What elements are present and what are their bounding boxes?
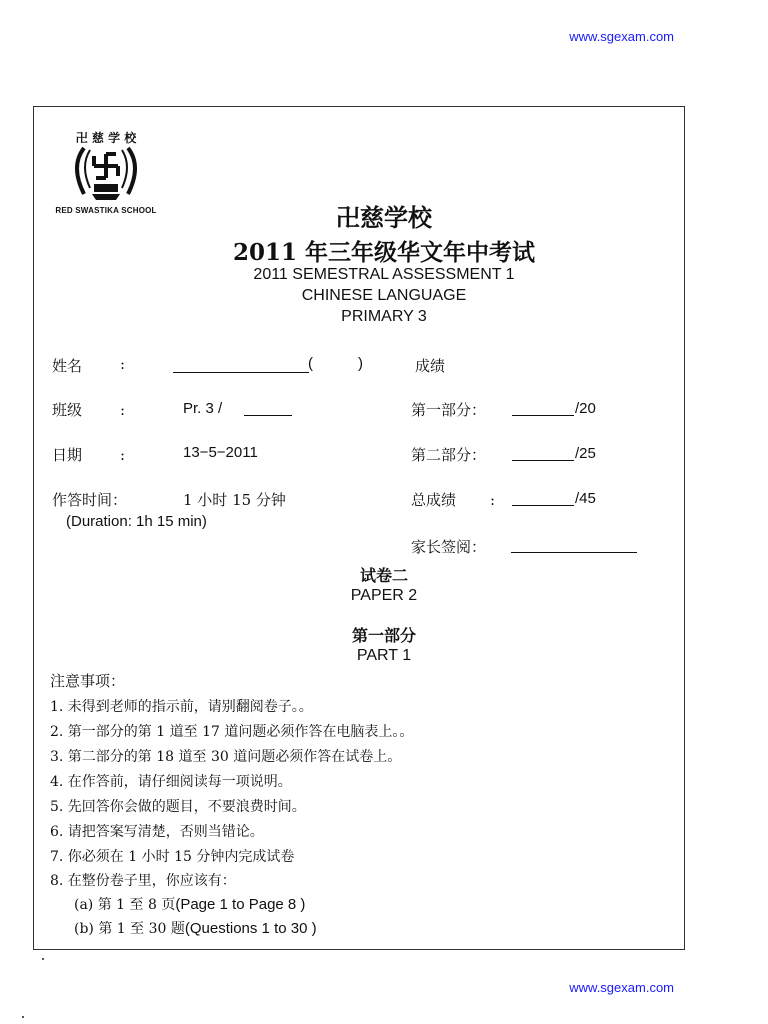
total-score-label: 总成绩 <box>411 491 457 509</box>
part2-score-total: /25 <box>575 445 596 462</box>
part1-score-blank[interactable] <box>512 415 574 416</box>
instruction-item: 4. 在作答前，请仔细阅读每一项说明。 <box>50 774 292 790</box>
sub-item-b-en: (Questions 1 to 30 ) <box>184 920 317 937</box>
part-title-zh: 第一部分 <box>351 626 416 645</box>
parent-sign-label: 家长签阅： <box>411 538 487 556</box>
time-label: 作答时间： <box>52 491 128 509</box>
instruction-item: 1. 未得到老师的指示前，请别翻阅卷子。。 <box>50 699 313 715</box>
score-label: 成绩 <box>415 357 446 375</box>
instruction-item: 5. 先回答你会做的题目，不要浪费时间。 <box>50 799 306 815</box>
exam-title-zh: 2011 年三年级华文年中考试 <box>232 239 536 266</box>
duration-en: (Duration: 1h 15 min) <box>66 513 207 530</box>
sub-item-b-zh: (b) 第 1 至 30 题 <box>74 921 185 937</box>
sub-item-b <box>74 918 317 938</box>
class-blank[interactable] <box>244 415 292 416</box>
name-label: 姓名 <box>52 357 83 375</box>
total-score-colon: : <box>490 491 496 509</box>
instruction-item: 6. 请把答案写清楚，否则当错论。 <box>50 824 264 840</box>
name-paren-open: ( <box>308 355 313 372</box>
paper-title-zh: 试卷二 <box>359 566 408 585</box>
part1-score-label: 第一部分： <box>411 401 487 419</box>
name-blank[interactable] <box>173 372 309 373</box>
paper-title-en: PAPER 2 <box>350 587 418 604</box>
instruction-item: 8. 在整份卷子里，你应该有： <box>50 873 236 889</box>
sub-item-a <box>74 894 305 914</box>
part2-score-blank[interactable] <box>512 460 574 461</box>
instruction-item: 7. 你必须在 1 小时 15 分钟内完成试卷 <box>50 849 295 865</box>
scan-speck <box>22 1016 24 1018</box>
name-paren-close: ) <box>358 355 363 372</box>
name-colon: : <box>120 355 126 373</box>
time-value: 1 小时 15 分钟 <box>183 491 286 509</box>
instructions-heading: 注意事项： <box>50 672 126 690</box>
scan-speck <box>42 958 44 960</box>
part2-score-label: 第二部分： <box>411 446 487 464</box>
date-label: 日期 <box>52 446 83 464</box>
part1-score-total: /20 <box>575 400 596 417</box>
date-value: 13−5−2011 <box>183 444 258 461</box>
sub-item-a-zh: (a) 第 1 至 8 页 <box>74 897 176 913</box>
svg-text:卍 慈 学 校: 卍 慈 学 校 <box>75 131 137 145</box>
total-score-blank[interactable] <box>512 505 574 506</box>
sgexam-link-top[interactable]: www.sgexam.com <box>569 29 674 44</box>
instruction-item: 3. 第二部分的第 18 道至 30 道问题必须作答在试卷上。 <box>50 749 402 765</box>
exam-title-en-line3: PRIMARY 3 <box>341 308 427 325</box>
class-colon: : <box>120 401 126 419</box>
school-crest-icon <box>36 126 176 206</box>
part-title-en: PART 1 <box>356 647 412 664</box>
class-value: Pr. 3 / <box>183 400 223 417</box>
logo-caption: RED SWASTIKA SCHOOL <box>55 206 157 215</box>
exam-title-en-line1: 2011 SEMESTRAL ASSESSMENT 1 <box>253 266 515 283</box>
parent-sign-blank[interactable] <box>511 552 637 553</box>
total-score-total: /45 <box>575 490 596 507</box>
instruction-item: 2. 第一部分的第 1 道至 17 道问题必须作答在电脑表上。。 <box>50 724 414 740</box>
class-label: 班级 <box>52 401 83 419</box>
sgexam-link-bottom[interactable]: www.sgexam.com <box>569 980 674 995</box>
sub-item-a-en: (Page 1 to Page 8 ) <box>175 896 306 913</box>
school-name-zh: 卍慈学校 <box>336 203 432 232</box>
exam-title-en-line2: CHINESE LANGUAGE <box>301 287 467 304</box>
date-colon: : <box>120 446 126 464</box>
